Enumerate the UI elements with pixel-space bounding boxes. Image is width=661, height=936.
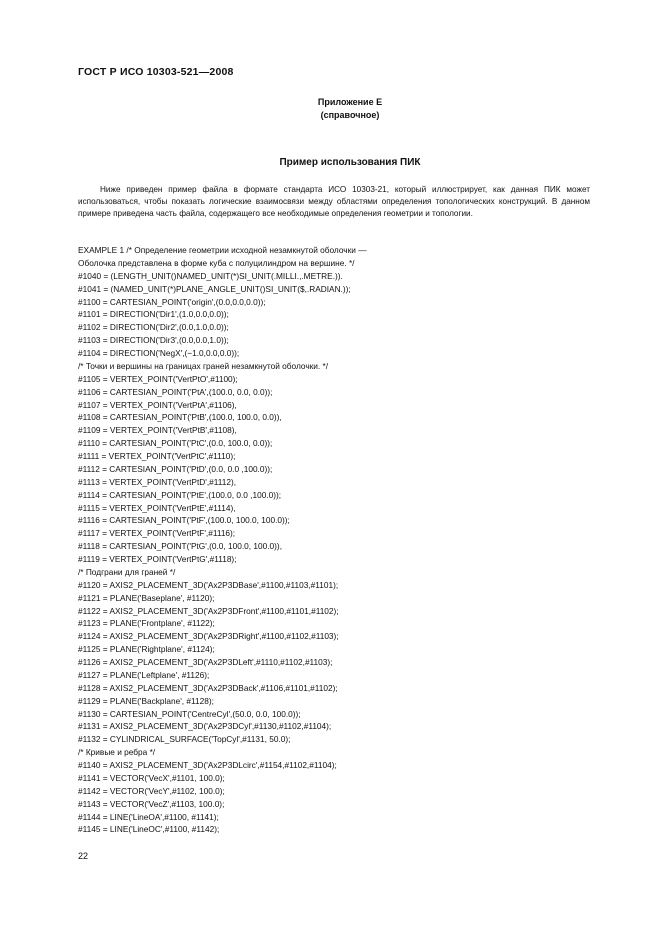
code-line: #1144 = LINE('LineOA',#1100, #1141);: [78, 811, 219, 822]
code-line: /* Подграни для граней */: [78, 566, 176, 577]
code-line: #1106 = CARTESIAN_POINT('PtA',(100.0, 0.0, 0.0));: [78, 386, 273, 397]
intro-paragraph: Ниже приведен пример файла в формате стандарта ИСО 10303-21, который иллюстрирует, как данная ПИК может использоваться, чтобы показать логические взаимосвязи между областями определения топологических конструкций. В данном примере приведена часть файла, содержащего все необходимые определения геометрии и топологии.: [78, 185, 590, 218]
code-line: EXAMPLE 1 /* Определение геометрии исходной незамкнутой оболочки —: [78, 245, 367, 255]
code-line: Оболочка представлена в форме куба с полуцилиндром на вершине. */: [78, 257, 355, 268]
code-line: /* Точки и вершины на границах граней незамкнутой оболочки. */: [78, 360, 329, 371]
code-line: #1141 = VECTOR('VecX',#1101, 100.0);: [78, 772, 225, 783]
code-line: #1104 = DIRECTION('NegX',(−1.0,0.0,0.0));: [78, 348, 240, 358]
code-line: #1140 = AXIS2_PLACEMENT_3D('Ax2P3DLcirc',#1154,#1102,#1104);: [78, 760, 337, 770]
code-line: #1124 = AXIS2_PLACEMENT_3D('Ax2P3DRight',#1100,#1102,#1103);: [78, 631, 339, 642]
document-header: ГОСТ Р ИСО 10303-521—2008: [78, 66, 234, 78]
code-line: #1118 = CARTESIAN_POINT('PtG',(0.0, 100.0, 100.0)),: [78, 541, 282, 552]
code-line: #1127 = PLANE('Leftplane', #1126);: [78, 669, 210, 680]
code-line: #1120 = AXIS2_PLACEMENT_3D('Ax2P3DBase',#1100,#1103,#1101);: [78, 579, 339, 590]
code-line: #1105 = VERTEX_POINT('VertPtO',#1100);: [78, 373, 238, 384]
annex-label: Приложение Е: [317, 97, 383, 107]
code-line: #1115 = VERTEX_POINT('VertPtE',#1114),: [78, 502, 236, 513]
code-line: #1131 = AXIS2_PLACEMENT_3D('Ax2P3DCyl',#1130,#1102,#1104);: [78, 721, 332, 732]
code-line: #1101 = DIRECTION('Dir1',(1.0,0.0,0.0));: [78, 309, 229, 320]
code-line: #1110 = CARTESIAN_POINT('PtC',(0.0, 100.0, 0.0));: [78, 438, 273, 449]
code-line: #1112 = CARTESIAN_POINT('PtD',(0.0, 0.0 ,100.0));: [78, 463, 273, 474]
code-line: #1119 = VERTEX_POINT('VertPtG',#1118);: [78, 554, 237, 564]
code-listing: [78, 244, 367, 836]
code-line: #1116 = CARTESIAN_POINT('PtF',(100.0, 100.0, 100.0));: [78, 515, 290, 526]
code-line: #1117 = VERTEX_POINT('VertPtF',#1116);: [78, 528, 236, 539]
code-line: #1108 = CARTESIAN_POINT('PtB',(100.0, 100.0, 0.0)),: [78, 412, 282, 423]
annex-type: (справочное): [320, 110, 380, 120]
code-line: #1132 = CYLINDRICAL_SURFACE('TopCyl',#1131, 50.0);: [78, 734, 291, 745]
annex-heading: [300, 96, 400, 122]
code-line: #1114 = CARTESIAN_POINT('PtE',(100.0, 0.0 ,100.0));: [78, 489, 282, 500]
intro-paragraph-block: [78, 184, 590, 220]
code-line: #1111 = VERTEX_POINT('VertPtC',#1110);: [78, 451, 236, 461]
code-line: #1145 = LINE('LineOC',#1100, #1142);: [78, 824, 220, 835]
code-line: #1113 = VERTEX_POINT('VertPtD',#1112),: [78, 476, 237, 487]
code-line: #1125 = PLANE('Rightplane', #1124);: [78, 644, 215, 655]
code-line: #1041 = (NAMED_UNIT(*)PLANE_ANGLE_UNIT()SI_UNIT($,.RADIAN.));: [78, 283, 351, 294]
code-line: #1100 = CARTESIAN_POINT('origin',(0.0,0.0,0.0));: [78, 296, 266, 307]
code-line: #1142 = VECTOR('VecY',#1102, 100.0);: [78, 785, 225, 796]
code-line: #1121 = PLANE('Baseplane', #1120);: [78, 592, 215, 603]
code-line: #1107 = VERTEX_POINT('VertPtA',#1106),: [78, 399, 237, 410]
code-line: #1128 = AXIS2_PLACEMENT_3D('Ax2P3DBack',#1106,#1101,#1102);: [78, 682, 338, 693]
page-number: 22: [78, 851, 89, 861]
code-line: #1126 = AXIS2_PLACEMENT_3D('Ax2P3DLeft',#1110,#1102,#1103);: [78, 657, 333, 667]
code-line: #1129 = PLANE('Backplane', #1128);: [78, 695, 214, 706]
code-line: #1109 = VERTEX_POINT('VertPtB',#1108),: [78, 425, 237, 436]
code-line: /* Кривые и ребра */: [78, 747, 156, 758]
code-line: #1102 = DIRECTION('Dir2',(0.0,1.0,0.0));: [78, 322, 229, 333]
section-title: Пример использования ПИК: [279, 157, 421, 168]
code-line: #1040 = (LENGTH_UNIT()NAMED_UNIT(*)SI_UNIT(.MILLI.,.METRE.)).: [78, 270, 343, 281]
code-line: #1103 = DIRECTION('Dir3',(0.0,0.0,1.0));: [78, 335, 229, 346]
code-line: #1143 = VECTOR('VecZ',#1103, 100.0);: [78, 798, 225, 809]
code-line: #1122 = AXIS2_PLACEMENT_3D('Ax2P3DFront',#1100,#1101,#1102);: [78, 605, 339, 616]
code-line: #1123 = PLANE('Frontplane', #1122);: [78, 618, 215, 629]
code-line: #1130 = CARTESIAN_POINT('CentreCyl',(50.0, 0.0, 100.0));: [78, 708, 301, 719]
